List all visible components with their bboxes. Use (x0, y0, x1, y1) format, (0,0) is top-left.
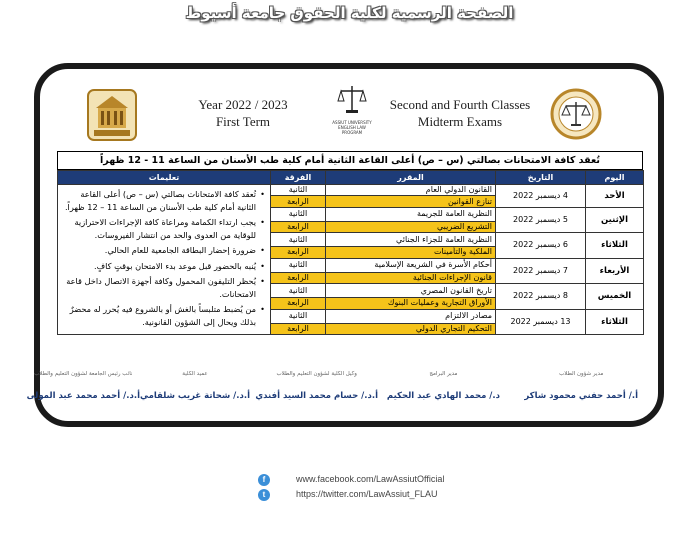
signature-role: وكيل الكلية لشؤون التعليم والطلاب (276, 371, 357, 377)
instruction-item: • يُنبه بالحضور قبل موعد بدء الامتحان بوقتٍ كافٍ. (62, 260, 256, 273)
subject-cell: التحكيم التجاري الدولي (326, 323, 496, 334)
signature-name: أ.د./ حسام محمد السيد أفندي (255, 391, 378, 401)
subject-cell: مصادر الالتزام (326, 309, 496, 323)
signature-role: عميد الكلية (182, 371, 208, 377)
schedule-note: تُعقد كافة الامتحانات بصالتي (س – ص) أعلى القاعة الثانية أمام كلية طب الأسنان من الساعة 11 - 12 ظهراً (57, 151, 643, 170)
academic-year: Year 2022 / 2023 (198, 97, 288, 112)
day-cell: الثلاثاء (586, 233, 644, 258)
program-emblem (332, 84, 372, 136)
facebook-icon: f (258, 474, 270, 486)
year-title (178, 96, 308, 130)
date-cell: 5 ديسمبر 2022 (496, 207, 586, 232)
instruction-item: • تُعقد كافة الامتحانات بصالتي (س – ص) أعلى القاعة الثانية أمام كلية طب الأسنان من الساعة 11 – 12 ظهراً. (62, 188, 256, 213)
class-cell: الثانية (271, 233, 326, 247)
subject-cell: الأوراق التجارية وعمليات البنوك (326, 298, 496, 309)
instruction-item: • يُحظر التليفون المحمول وكافة أجهزة الاتصال داخل قاعة الامتحانات. (62, 275, 256, 300)
signature-role: مدير شؤون الطلاب (559, 371, 604, 377)
emblem-label-2: ENGLISH LAW PROGRAM (338, 125, 366, 135)
subject-cell: تاريخ القانون المصري (326, 284, 496, 298)
law-seal-logo-icon (550, 86, 602, 142)
col-instructions: تعليمات (58, 171, 271, 185)
subject-cell: الملكية والتأمينات (326, 247, 496, 258)
col-day: اليوم (586, 171, 644, 185)
class-cell: الثانية (271, 284, 326, 298)
class-cell: الرابعة (271, 298, 326, 309)
date-cell: 6 ديسمبر 2022 (496, 233, 586, 258)
subject-cell: النظرية العامة للجزاء الجنائي (326, 233, 496, 247)
col-date: التاريخ (496, 171, 586, 185)
subject-cell: قانون الإجراءات الجنائية (326, 272, 496, 283)
signatures (26, 371, 660, 411)
class-cell: الثانية (271, 258, 326, 272)
term: First Term (215, 114, 271, 129)
signature-name: د./ محمد الهادي عبد الحكيم (386, 391, 500, 401)
signature-role: نائب رئيس الجامعة لشؤون التعليم والطلاب (34, 371, 133, 377)
classes: Second and Fourth Classes (389, 97, 531, 112)
subject-cell: القانون الدولي العام (326, 185, 496, 196)
date-cell: 8 ديسمبر 2022 (496, 284, 586, 309)
signature-block (387, 371, 500, 401)
twitter-icon: t (258, 489, 270, 501)
date-cell: 4 ديسمبر 2022 (496, 185, 586, 208)
signature-name: أ.د./ شحاتة غريب شلقامي (139, 391, 250, 401)
emblem-label-1: ASSIUT UNIVERSITY (332, 120, 372, 125)
signature-block (255, 371, 378, 401)
signature-block (524, 371, 638, 401)
faculty-logo-icon (86, 86, 138, 142)
class-cell: الرابعة (271, 247, 326, 258)
schedule-table (57, 170, 644, 335)
instruction-item: • ضرورة إحضار البطاقة الجامعية للعام الحالي. (62, 244, 256, 257)
subject-cell: تنازع القوانين (326, 196, 496, 207)
instruction-item: • من يُضبط متلبساً بالغش أو بالشروع فيه يُحرر له محضرٌ بذلك ويحال إلى الشؤون القانونية. (62, 303, 256, 328)
subject-cell: التشريع الضريبي (326, 221, 496, 232)
col-subject: المقرر (326, 171, 496, 185)
day-cell: الثلاثاء (586, 309, 644, 334)
signature-block (140, 371, 250, 401)
instructions-cell (58, 185, 271, 335)
classes-title (380, 96, 540, 130)
class-cell: الرابعة (271, 323, 326, 334)
class-cell: الثانية (271, 185, 326, 196)
day-cell: الأربعاء (586, 258, 644, 283)
class-cell: الرابعة (271, 196, 326, 207)
col-class: الفرقة (271, 171, 326, 185)
exam-type: Midterm Exams (417, 114, 503, 129)
day-cell: الخميس (586, 284, 644, 309)
class-cell: الثانية (271, 207, 326, 221)
scales-icon (337, 84, 367, 116)
page-banner: الصفحة الرسمية لكلية الحقوق جامعة أسيوط (185, 4, 514, 22)
day-cell: الأحد (586, 185, 644, 208)
subject-cell: النظرية العامة للجريمة (326, 207, 496, 221)
instruction-item: • يجب ارتداء الكمامة ومراعاة كافة الإجراءات الاحترازية للوقاية من العدوى والحد من انتشار الفيروسات. (62, 216, 256, 241)
date-cell: 13 ديسمبر 2022 (496, 309, 586, 334)
table-row (58, 185, 644, 196)
class-cell: الثانية (271, 309, 326, 323)
signature-block (27, 371, 140, 401)
signature-name: أ./ أحمد حفني محمود شاكر (524, 391, 638, 401)
twitter-link[interactable]: https://twitter.com/LawAssiut_FLAU (296, 489, 438, 499)
class-cell: الرابعة (271, 221, 326, 232)
table-header-row (58, 171, 644, 185)
exam-schedule (57, 151, 643, 335)
subject-cell: أحكام الأسرة في الشريعة الإسلامية (326, 258, 496, 272)
facebook-link[interactable]: www.facebook.com/LawAssiutOfficial (296, 474, 445, 484)
signature-role: مدير البرامج (429, 371, 458, 377)
class-cell: الرابعة (271, 272, 326, 283)
date-cell: 7 ديسمبر 2022 (496, 258, 586, 283)
signature-name: أ.د./ أحمد محمد عبد المولى (26, 391, 140, 401)
day-cell: الإثنين (586, 207, 644, 232)
